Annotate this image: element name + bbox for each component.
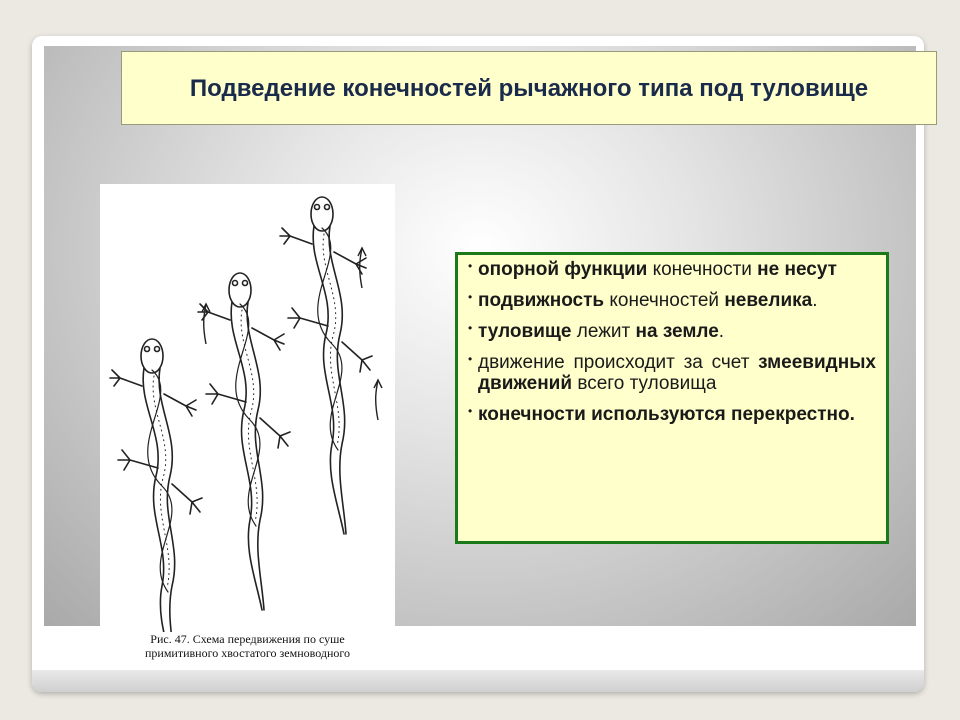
title-banner	[121, 51, 937, 125]
salamander-middle	[198, 273, 290, 610]
bullet-text: .	[812, 290, 818, 311]
salamander-illustration	[100, 184, 395, 632]
bullet-text-bold: на земле	[635, 321, 719, 342]
bullet-box	[455, 252, 889, 544]
bullet-text-bold: опорной функции	[478, 259, 648, 280]
bullet-list	[468, 259, 876, 425]
figure-panel	[100, 184, 395, 668]
bullet-text-bold: змеевидных движений	[478, 352, 876, 394]
bullet-text-bold: туловище	[478, 321, 572, 342]
figure-caption-line-2: примитивного хвостатого земноводного	[144, 646, 351, 660]
bullet-item	[468, 352, 876, 394]
bullet-item	[468, 290, 876, 311]
bullet-text: лежит	[571, 321, 636, 342]
bullet-text-bold: невелика	[724, 290, 813, 311]
bullet-text: конечностей	[604, 290, 725, 311]
figure-caption	[100, 632, 395, 660]
slide-frame-bottom	[32, 670, 924, 692]
bullet-text-bold: не несут	[757, 259, 837, 280]
bullet-item	[468, 321, 876, 342]
bullet-text-bold: подвижность	[478, 290, 605, 311]
bullet-text: всего туловища	[572, 373, 717, 394]
bullet-text-bold: конечности используются перекрестно.	[478, 404, 855, 425]
slide-title: Подведение конечностей рычажного типа под туловище	[189, 74, 869, 102]
bullet-item	[468, 404, 876, 425]
figure-caption-line-1: Рис. 47. Схема передвижения по суше	[150, 632, 345, 646]
bullet-text: движение происходит за счет	[478, 352, 759, 373]
bullet-item	[468, 259, 876, 280]
bullet-text: конечности	[647, 259, 758, 280]
bullet-text: .	[718, 321, 725, 342]
salamander-right	[280, 197, 382, 534]
salamander-left	[110, 339, 202, 632]
